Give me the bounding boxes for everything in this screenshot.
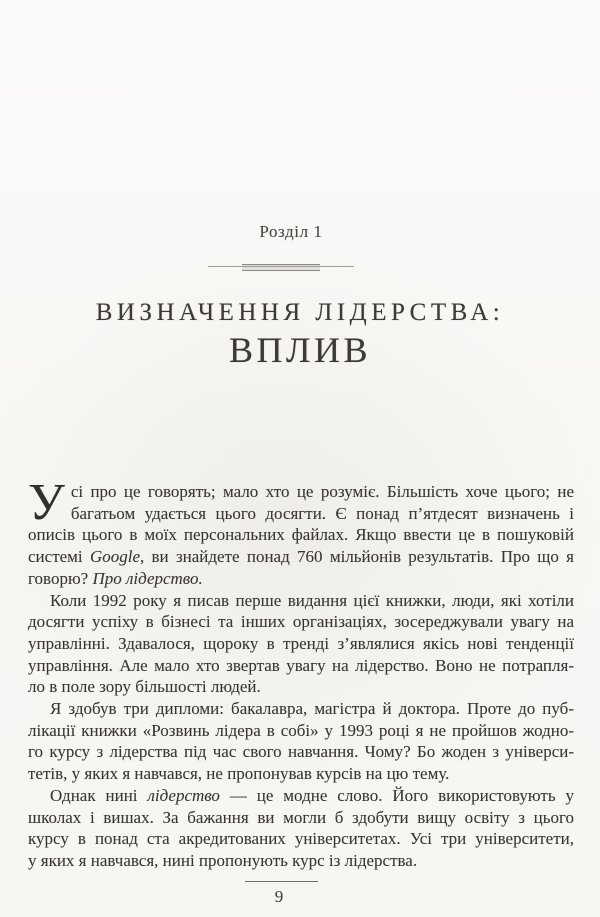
text-line bbox=[28, 546, 574, 568]
text-line bbox=[28, 590, 574, 612]
text-segment-italic: лідерство bbox=[147, 785, 220, 805]
text-segment: Я здобув три дипломи: бакалавра, магістра й доктора. Проте до пуб- bbox=[50, 699, 574, 719]
text-segment: го курсу з лідерства під час свого навчання. Чому? Бо жоден з універси- bbox=[28, 742, 574, 762]
text-line bbox=[28, 524, 574, 546]
text-line bbox=[28, 611, 574, 633]
text-line bbox=[28, 676, 574, 698]
text-segment-italic: Про лідерство. bbox=[92, 568, 203, 588]
paragraph-3 bbox=[28, 698, 574, 785]
text-line bbox=[28, 698, 574, 720]
chapter-title bbox=[0, 296, 600, 370]
text-line bbox=[28, 633, 574, 655]
paragraph-4 bbox=[28, 785, 574, 872]
text-segment: багатьом удається цього досягти. Є понад п’ятдесят визначень і bbox=[70, 503, 574, 523]
text-segment: у яких я навчався, нині пропонують курс із лідерства. bbox=[28, 850, 418, 870]
text-segment: управлінні. Здавалося, щороку в тренді з’являлися якісь нові тенденції bbox=[28, 633, 574, 653]
text-segment: управління. Але мало хто звертав увагу на лідерство. Воно не потрапля- bbox=[28, 655, 574, 675]
text-segment: Коли 1992 року я писав перше видання цієї книжки, люди, які хотіли bbox=[50, 590, 574, 610]
text-segment: , ви знайдете понад 760 мільйонів результатів. Про що я bbox=[139, 547, 574, 567]
body-text bbox=[28, 474, 574, 872]
chapter-title-line1: ВИЗНАЧЕННЯ ЛІДЕРСТВА: bbox=[95, 299, 505, 326]
text-line bbox=[28, 481, 574, 503]
text-line bbox=[28, 763, 574, 785]
footer-rule bbox=[245, 881, 318, 882]
text-segment: Однак нині bbox=[50, 785, 148, 805]
text-segment: — це модне слово. Його використовують у bbox=[219, 785, 574, 805]
chapter-divider-ornament bbox=[208, 263, 354, 270]
text-segment: курсу в понад ста акредитованих університетах. Усі три університети, bbox=[28, 829, 574, 849]
text-line bbox=[28, 807, 574, 829]
page-number: 9 bbox=[274, 887, 284, 906]
text-line bbox=[28, 850, 574, 872]
chapter-label: Розділ 1 bbox=[259, 222, 323, 241]
text-line bbox=[28, 785, 574, 807]
text-segment: досягти успіху в бізнесі та інших організаціях, зосереджували увагу на bbox=[28, 612, 574, 632]
text-line bbox=[28, 741, 574, 763]
text-segment: школах і вишах. За бажання ви могли б здобути вищу освіту з цього bbox=[28, 807, 574, 827]
text-segment: сі про це говорять; мало хто це розуміє. Більшість хоче цього; не bbox=[70, 482, 574, 501]
divider-center-band bbox=[242, 264, 320, 271]
text-segment-italic: Google bbox=[89, 547, 140, 567]
text-segment: описів цього в моїх персональних файлах. Якщо ввести це в пошуковій bbox=[28, 525, 574, 545]
text-line bbox=[28, 720, 574, 742]
text-segment: системі bbox=[28, 547, 90, 567]
text-line bbox=[28, 828, 574, 850]
drop-cap: У bbox=[28, 474, 65, 531]
text-segment: лікації книжки «Розвинь лідера в собі» у 1993 році я не пройшов жодно- bbox=[28, 720, 574, 740]
text-line bbox=[28, 568, 574, 590]
text-segment: ло в поле зору більшості людей. bbox=[28, 677, 261, 697]
text-line bbox=[28, 503, 574, 525]
chapter-title-line2: ВПЛИВ bbox=[229, 330, 371, 370]
paragraph-1 bbox=[28, 474, 574, 590]
text-line bbox=[28, 655, 574, 677]
text-segment: говорю? bbox=[28, 568, 93, 588]
text-segment: тетів, у яких я навчався, не пропонував курсів на цю тему. bbox=[28, 764, 450, 784]
paragraph-2 bbox=[28, 590, 574, 699]
